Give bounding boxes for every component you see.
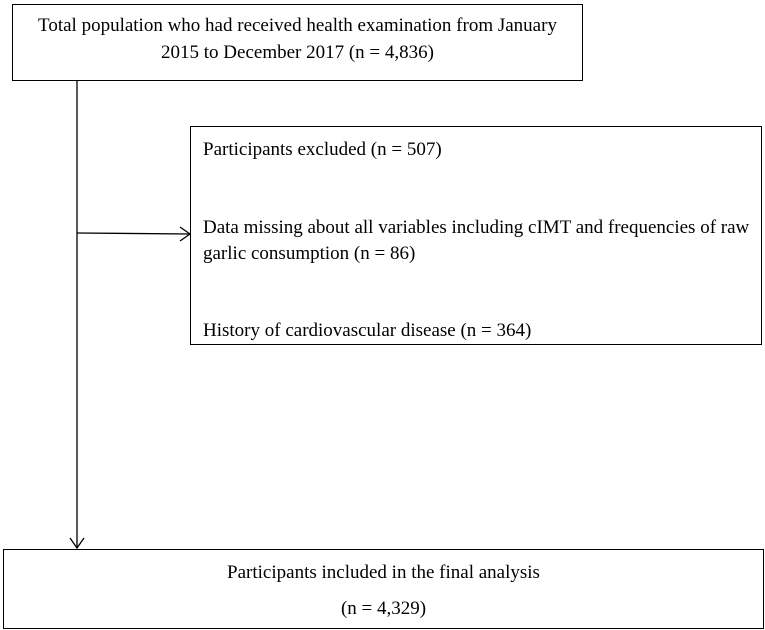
final-analysis-box	[3, 549, 764, 629]
missing-data-line-2: garlic consumption (n = 86)	[203, 243, 416, 264]
total-population-box	[12, 4, 583, 81]
final-analysis-line-1: Participants included in the final analysis	[227, 562, 540, 583]
missing-data-line-1: Data missing about all variables including cIMT and frequencies of raw	[203, 217, 750, 238]
total-population-line-2: 2015 to December 2017 (n = 4,836)	[161, 42, 434, 63]
final-analysis-line-2: (n = 4,329)	[340, 598, 427, 619]
total-population-line-1: Total population who had received health examination from January	[38, 15, 557, 36]
participants-excluded-box	[190, 126, 762, 345]
cardiovascular-history-line: History of cardiovascular disease (n = 364)	[203, 320, 532, 341]
excluded-heading: Participants excluded (n = 507)	[203, 139, 442, 160]
exclusion-branch-connector	[77, 233, 190, 234]
